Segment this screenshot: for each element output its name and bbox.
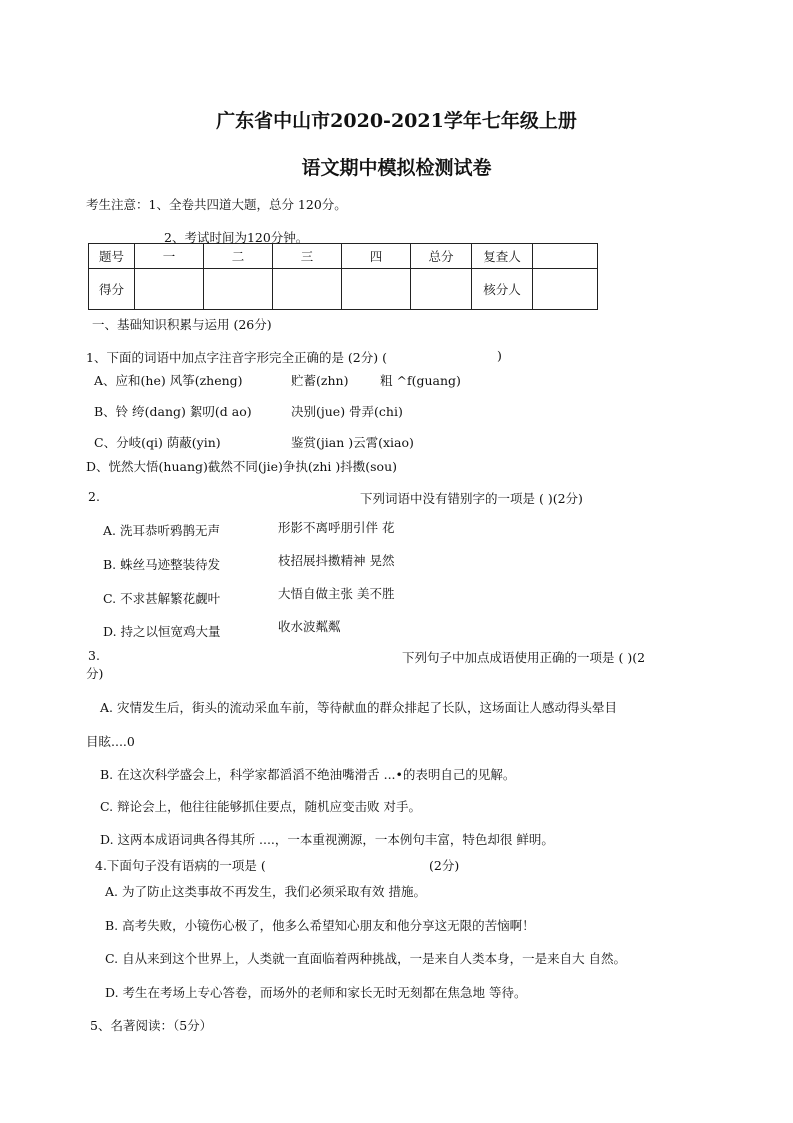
q1-option-b: B、铃 绔(dang) 絮叨(d ao): [94, 404, 252, 419]
notice-line-1: 考生注意：1、全卷共四道大题，总分 120分。: [86, 197, 347, 212]
q1-option-c-2: 鉴赏(jian )云霄(xiao): [291, 435, 414, 450]
q4-option-a: A. 为了防止这类事故不再发生，我们必须采取有效 措施。: [105, 884, 426, 899]
q4-option-b: B. 高考失败，小镜伤心极了，他多么希望知心朋友和他分享这无限的苦恼啊！: [105, 918, 535, 933]
q5-stem: 5、名著阅读：（5分）: [90, 1018, 213, 1033]
q1-option-a-3: 粗 ^f(guang): [380, 373, 461, 388]
q3-option-a: A. 灾情发生后，街头的流动采血车前，等待献血的群众排起了长队，这场面让人感动得头晕目: [100, 700, 617, 715]
score-cell: [533, 269, 598, 310]
q2-option-c-2: 大悟自做主张 美不胜: [278, 586, 395, 601]
q2-stem: 下列词语中没有错别字的一项是 ( )(2分): [360, 491, 583, 506]
score-header-cell: 四: [342, 244, 411, 269]
q2-option-d: D. 持之以恒宽鸡大量: [103, 624, 221, 639]
score-header-cell: 二: [204, 244, 273, 269]
q2-option-a-2: 形影不离呼朋引伴 花: [278, 520, 395, 535]
q3-number: 3.: [88, 648, 100, 663]
q4-stem-end: (2分): [429, 858, 460, 873]
q1-option-c: C、分岐(qi) 荫蔽(yin): [94, 435, 221, 450]
q3-stem: 下列句子中加点成语使用正确的一项是 ( )(2: [402, 650, 646, 665]
q2-option-c: C. 不求甚解繁花觑叶: [103, 591, 221, 606]
q1-option-a-2: 贮蓄(zhn): [291, 373, 349, 388]
score-header-cell: 三: [273, 244, 342, 269]
q1-stem-end: ): [497, 348, 502, 363]
q3-option-c: C. 辩论会上，他往往能够抓住要点，随机应变击败 对手。: [100, 799, 422, 814]
notice-line-2: 2、考试时间为120分钟。: [164, 230, 309, 245]
q4-stem: 4.下面句子没有语病的一项是 (: [95, 858, 266, 873]
score-header-cell: 题号: [89, 244, 135, 269]
q2-option-b-2: 枝招展抖擞精神 晃然: [278, 553, 395, 568]
title-line-2: 语文期中模拟检测试卷: [301, 157, 492, 179]
score-cell: [273, 269, 342, 310]
score-table: [88, 243, 598, 310]
q3-option-a-2: 目眩....0: [86, 734, 135, 749]
q2-number: 2.: [88, 489, 100, 504]
score-header-cell: [533, 244, 598, 269]
section-1-title: 一、基础知识积累与运用 (26分): [92, 317, 272, 332]
q4-option-d: D. 考生在考场上专心答卷，而场外的老师和家长无时无刻都在焦急地 等待。: [105, 985, 527, 1000]
q3-stem-end: 分): [86, 666, 104, 681]
q2-option-b: B. 蛛丝马迹整装待发: [103, 557, 221, 572]
q1-option-a: A、应和(he) 风筝(zheng): [94, 373, 243, 388]
score-row-label: 得分: [89, 269, 135, 310]
q1-option-d: D、恍然大悟(huang)截然不同(jie)争执(zhi )抖擞(sou): [86, 459, 398, 474]
q4-option-c: C. 自从来到这个世界上，人类就一直面临着两种挑战，一是来自人类本身，一是来自大 自然。: [105, 951, 627, 966]
score-header-cell: 总分: [411, 244, 472, 269]
score-cell: [411, 269, 472, 310]
score-row-label: 核分人: [472, 269, 533, 310]
q2-option-d-2: 收水波粼粼: [278, 619, 341, 634]
q3-option-d: D. 这两本成语词典各得其所 ....，一本重视溯源，一本例句丰富，特色却很 鲜明。: [100, 832, 554, 847]
score-cell: [204, 269, 273, 310]
score-table-header-row: [89, 244, 598, 269]
score-cell: [342, 269, 411, 310]
q3-option-b: B. 在这次科学盛会上，科学家都滔滔不绝油嘴滑舌 ...•的表明自己的见解。: [100, 767, 516, 782]
score-header-cell: 一: [135, 244, 204, 269]
score-table-score-row: [89, 269, 598, 310]
title-line-1: 广东省中山市2020-2021学年七年级上册: [216, 110, 577, 132]
q2-option-a: A. 洗耳恭听鸦鹊无声: [103, 523, 220, 538]
score-header-cell: 复查人: [472, 244, 533, 269]
q1-option-b-2: 决别(jue) 骨弄(chi): [291, 404, 403, 419]
score-cell: [135, 269, 204, 310]
q1-stem: 1、下面的词语中加点字注音字形完全正确的是 (2分) (: [86, 350, 387, 365]
